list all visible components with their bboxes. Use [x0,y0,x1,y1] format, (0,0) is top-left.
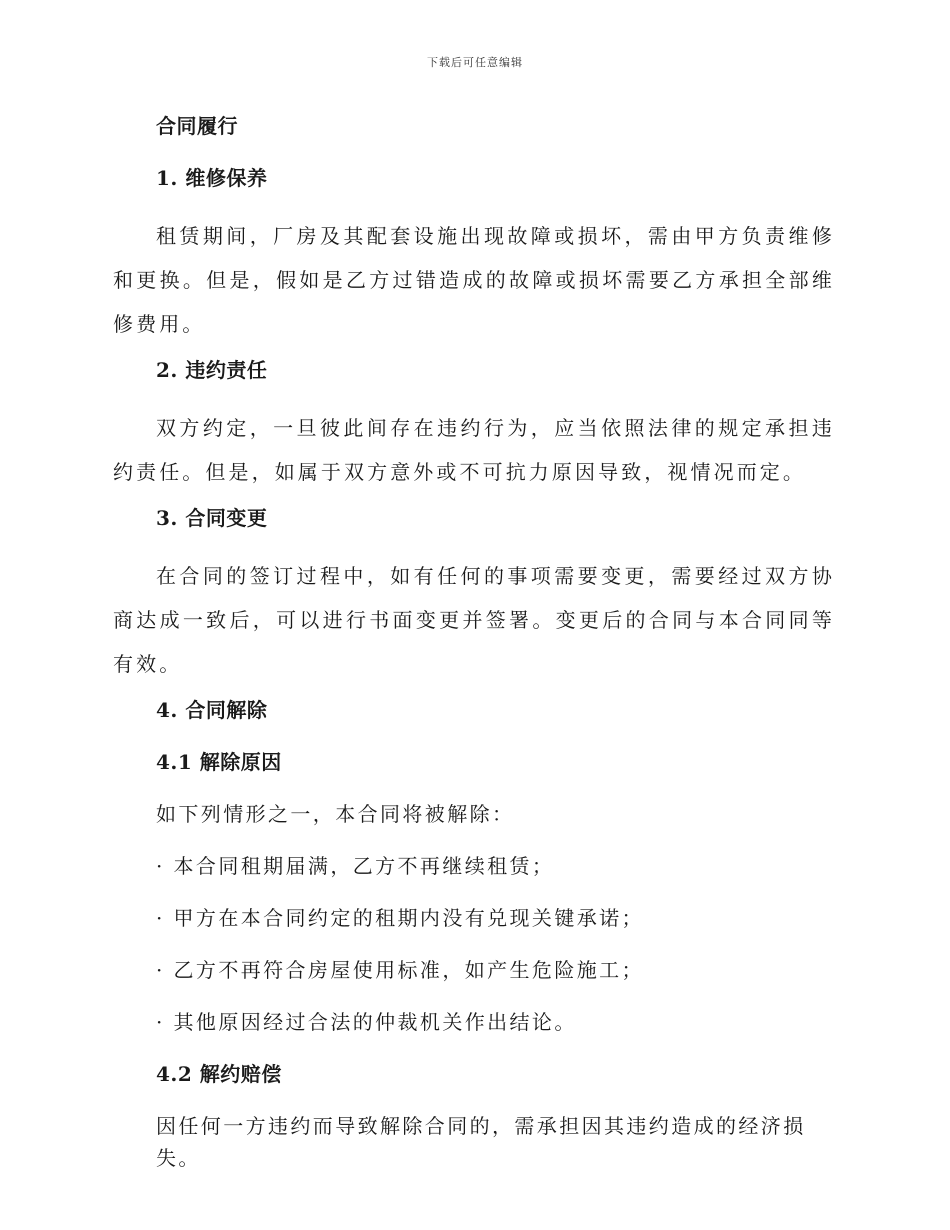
section-body-breach: 双方约定，一旦彼此间存在违约行为，应当依照法律的规定承担违约责任。但是，如属于双方意外或不可抗力原因导致，视情况而定。 [113,416,835,484]
section-heading-breach: 2. 违约责任 [156,358,268,382]
termination-reasons-intro: 如下列情形之一，本合同将被解除： [156,802,515,826]
document-title: 合同履行 [156,114,238,138]
document-body [113,110,835,1170]
subsection-heading-termination-compensation: 4.2 解约赔偿 [156,1062,282,1086]
section-body-change: 在合同的签订过程中，如有任何的事项需要变更，需要经过双方协商达成一致后，可以进行书面变更并签署。变更后的合同与本合同同等有效。 [113,564,835,676]
list-item: · 乙方不再符合房屋使用标准，如产生危险施工； [156,958,644,982]
list-item: · 本合同租期届满，乙方不再继续租赁； [156,854,555,878]
subsection-heading-termination-reasons: 4.1 解除原因 [156,750,282,774]
list-item: · 其他原因经过合法的仲裁机关作出结论。 [156,1010,577,1034]
termination-compensation-body: 因任何一方违约而导致解除合同的，需承担因其违约造成的经济损失。 [156,1114,806,1170]
section-heading-termination: 4. 合同解除 [156,698,268,722]
section-heading-change: 3. 合同变更 [156,506,268,530]
header-note: 下载后可任意编辑 [427,56,523,69]
list-item: · 甲方在本合同约定的租期内没有兑现关键承诺； [156,906,644,930]
section-heading-maintenance: 1. 维修保养 [156,166,268,190]
section-body-maintenance: 租赁期间，厂房及其配套设施出现故障或损坏，需由甲方负责维修和更换。但是，假如是乙方过错造成的故障或损坏需要乙方承担全部维修费用。 [113,224,835,336]
